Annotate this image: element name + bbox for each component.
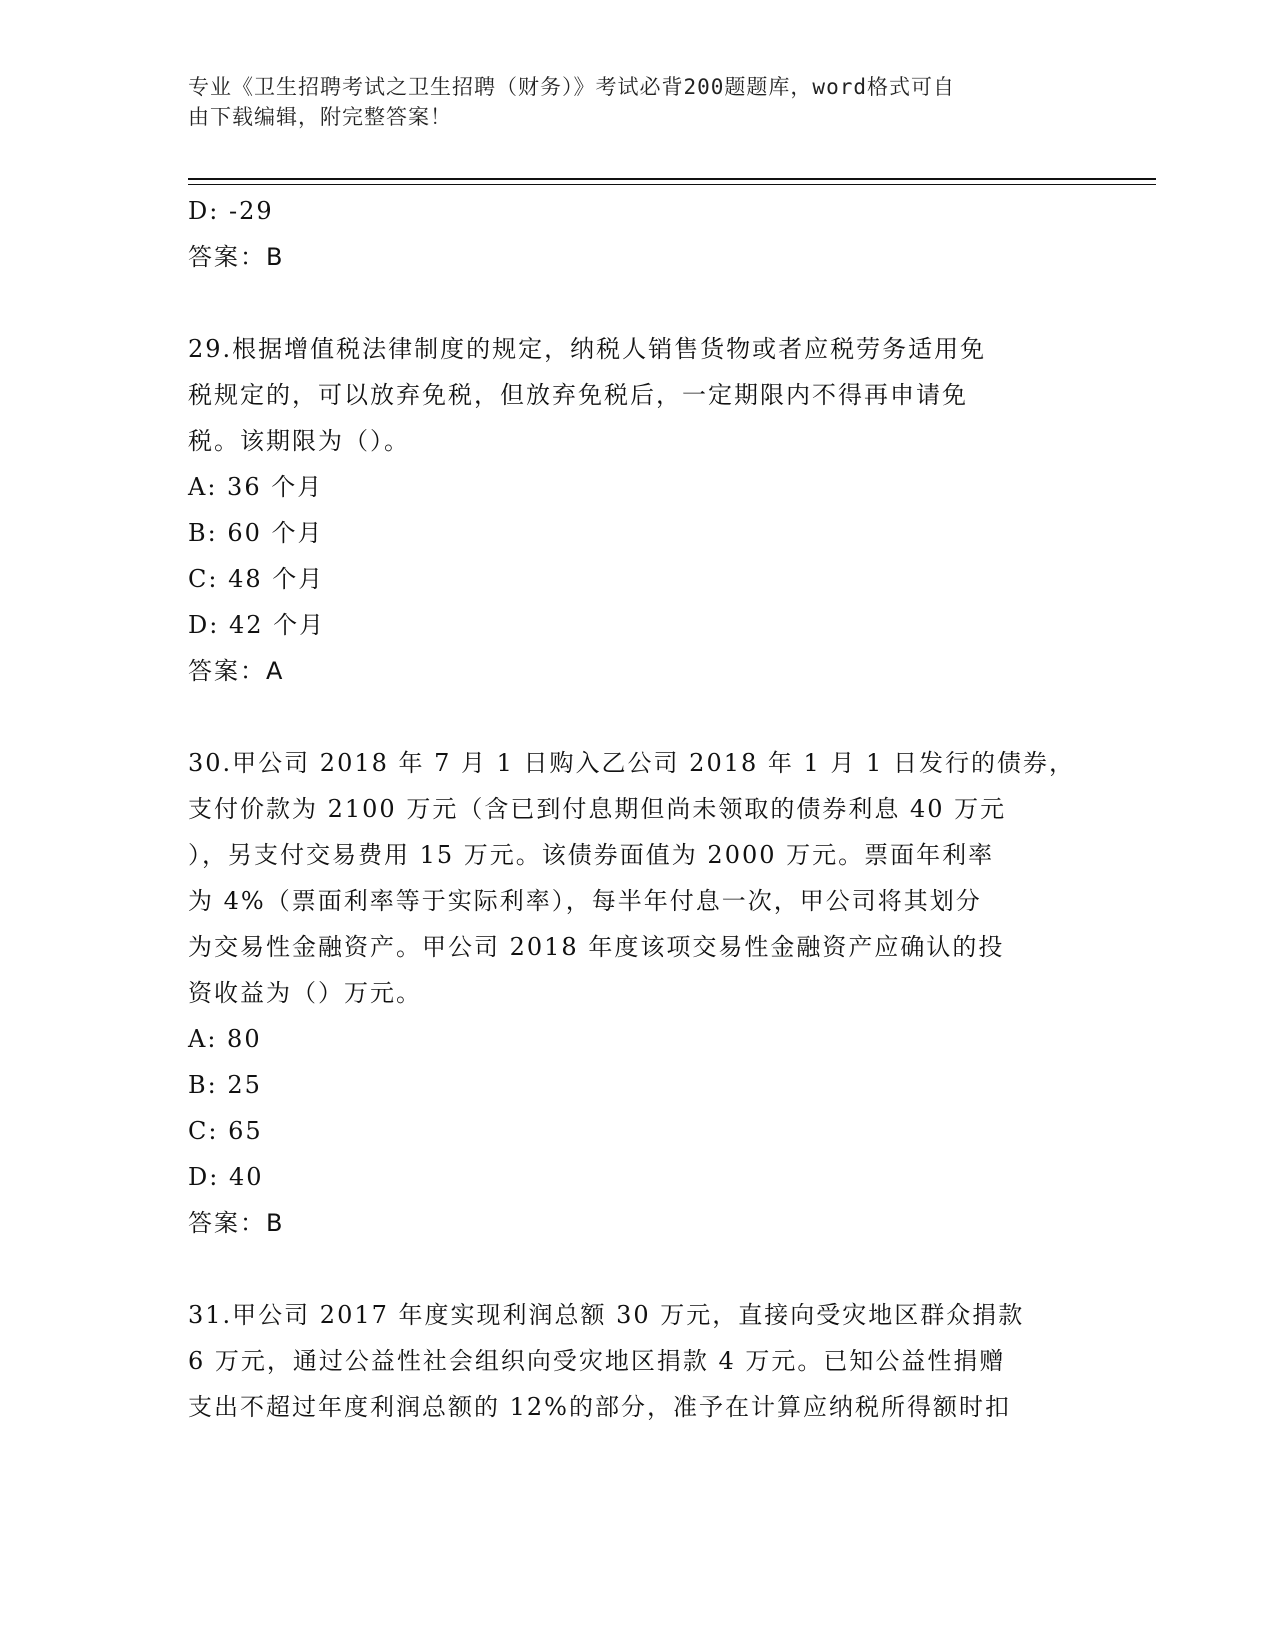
q30-option-a: A: 80 (188, 1025, 262, 1053)
header-rule-thin (188, 184, 1156, 185)
q28-answer: 答案：B (188, 243, 285, 271)
q30-option-d: D: 40 (188, 1163, 264, 1191)
q31-text-line-2: 6 万元，通过公益性社会组织向受灾地区捐款 4 万元。已知公益性捐赠 (188, 1347, 1006, 1375)
q30-text-line-6: 资收益为（）万元。 (188, 979, 422, 1007)
q31-text-line-1: 31.甲公司 2017 年度实现利润总额 30 万元，直接向受灾地区群众捐款 (188, 1301, 1025, 1329)
q29-option-d: D: 42 个月 (188, 611, 326, 639)
q29-text-line-2: 税规定的，可以放弃免税，但放弃免税后，一定期限内不得再申请免 (188, 381, 968, 409)
q30-text-line-4: 为 4%（票面利率等于实际利率），每半年付息一次，甲公司将其划分 (188, 887, 982, 915)
q30-answer: 答案：B (188, 1209, 285, 1237)
document-header (188, 72, 1068, 132)
q31-text-line-3: 支出不超过年度利润总额的 12%的部分，准予在计算应纳税所得额时扣 (188, 1393, 1011, 1421)
q30-option-c: C: 65 (188, 1117, 263, 1145)
q30-text-line-1: 30.甲公司 2018 年 7 月 1 日购入乙公司 2018 年 1 月 1 日发行的债券， (188, 749, 1075, 777)
spacer (188, 694, 1088, 740)
q29-answer: 答案：A (188, 657, 285, 685)
document-body (188, 188, 1088, 1430)
q30-text-line-3: ），另支付交易费用 15 万元。该债券面值为 2000 万元。票面年利率 (188, 841, 995, 869)
q30-option-b: B: 25 (188, 1071, 262, 1099)
spacer (188, 1246, 1088, 1292)
q30-text-line-5: 为交易性金融资产。甲公司 2018 年度该项交易性金融资产应确认的投 (188, 933, 1005, 961)
header-line-2: 由下载编辑，附完整答案！ (188, 105, 452, 129)
q29-text-line-1: 29.根据增值税法律制度的规定，纳税人销售货物或者应税劳务适用免 (188, 335, 987, 363)
q29-option-b: B: 60 个月 (188, 519, 324, 547)
header-rule-thick (188, 178, 1156, 180)
q30-text-line-2: 支付价款为 2100 万元（含已到付息期但尚未领取的债券利息 40 万元 (188, 795, 1007, 823)
q29-text-line-3: 税。该期限为（）。 (188, 427, 410, 455)
header-line-1: 专业《卫生招聘考试之卫生招聘（财务）》考试必背200题题库，word格式可自 (188, 75, 955, 99)
spacer (188, 280, 1088, 326)
q29-option-c: C: 48 个月 (188, 565, 325, 593)
q29-option-a: A: 36 个月 (188, 473, 324, 501)
q28-option-d: D: -29 (188, 197, 274, 225)
